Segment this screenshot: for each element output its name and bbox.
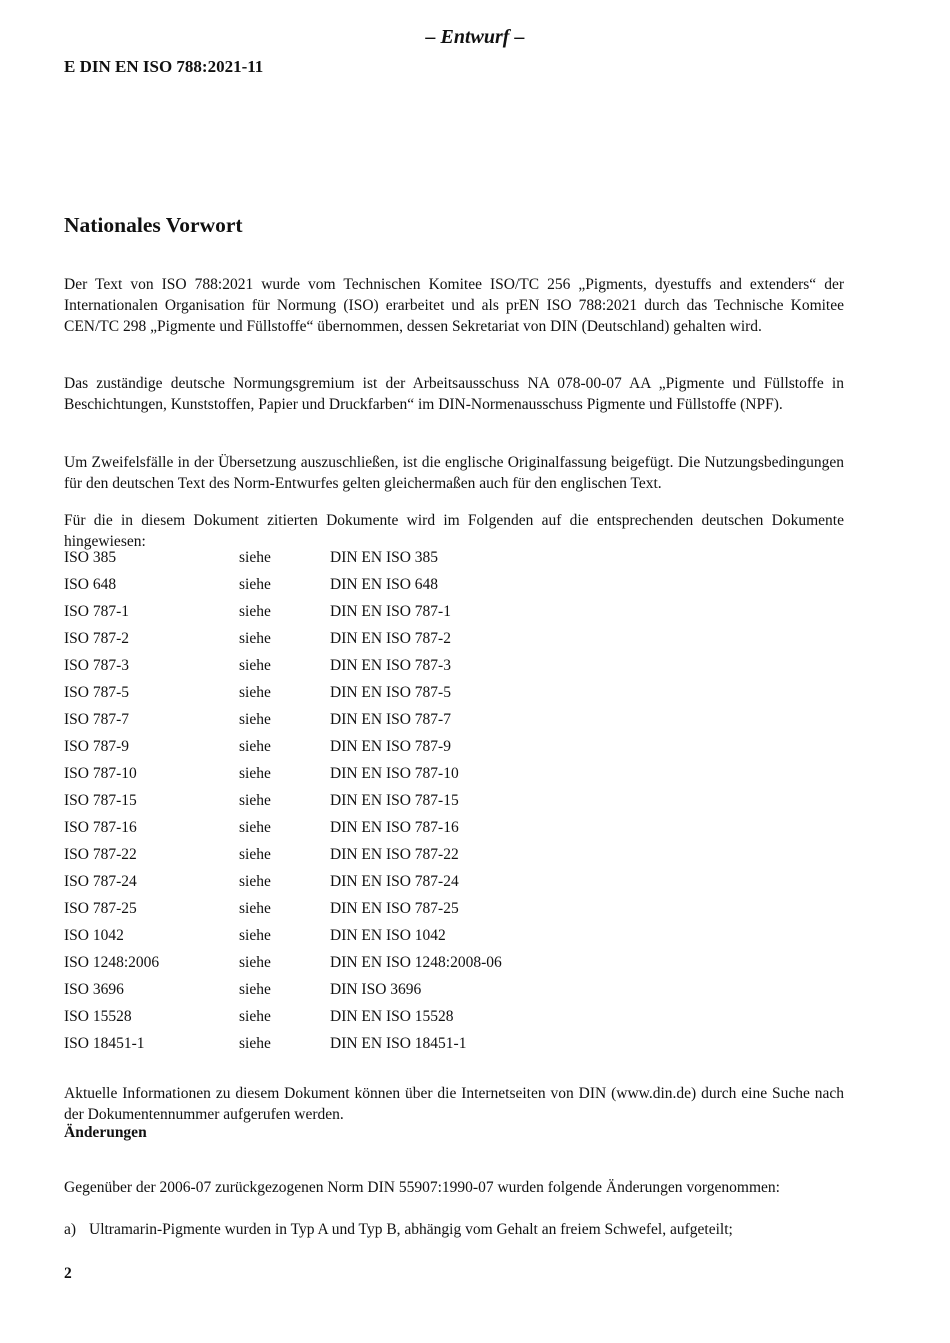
iso-reference: ISO 787-5 xyxy=(64,684,130,701)
table-row xyxy=(64,871,844,898)
reference-table xyxy=(64,547,844,1060)
table-row xyxy=(64,1033,844,1060)
page-number: 2 xyxy=(64,1265,72,1282)
paragraph-translation-note: Um Zweifelsfälle in der Übersetzung auszuschließen, ist die englische Originalfassung beigefügt. Die Nutzungsbedingungen für den deutschen Text des Norm-Entwurfes gelten gleichermaßen auch für den englischen Text. xyxy=(64,453,844,492)
iso-reference: ISO 787-16 xyxy=(64,819,137,836)
din-reference: DIN EN ISO 1248:2008-06 xyxy=(330,954,502,971)
siehe-label: siehe xyxy=(239,927,271,944)
change-list-item xyxy=(64,1219,844,1240)
iso-reference: ISO 15528 xyxy=(64,1008,132,1025)
changes-list xyxy=(64,1219,844,1240)
siehe-label: siehe xyxy=(239,819,271,836)
din-reference: DIN EN ISO 787-2 xyxy=(330,630,451,647)
paragraph-committee-origin: Der Text von ISO 788:2021 wurde vom Technischen Komitee ISO/TC 256 „Pigments, dyestuffs and extenders“ der Internationalen Organisation für Normung (ISO) erarbeitet und als prEN ISO 788:2021 durch das Technische Komitee CEN/TC 298 „Pigmente und Füllstoffe“ übernommen, dessen Sekretariat von DIN (Deutschland) gehalten wird. xyxy=(64,275,844,335)
siehe-label: siehe xyxy=(239,603,271,620)
table-row xyxy=(64,925,844,952)
table-row xyxy=(64,844,844,871)
din-reference: DIN EN ISO 787-9 xyxy=(330,738,451,755)
iso-reference: ISO 18451-1 xyxy=(64,1035,145,1052)
iso-reference: ISO 385 xyxy=(64,549,117,566)
din-reference: DIN EN ISO 385 xyxy=(330,549,439,566)
paragraph-changes-intro: Gegenüber der 2006-07 zurückgezogenen Norm DIN 55907:1990-07 wurden folgende Änderungen vorgenommen: xyxy=(64,1178,780,1196)
iso-reference: ISO 787-3 xyxy=(64,657,130,674)
iso-reference: ISO 787-1 xyxy=(64,603,130,620)
siehe-label: siehe xyxy=(239,1008,271,1025)
din-reference: DIN EN ISO 787-1 xyxy=(330,603,451,620)
iso-reference: ISO 648 xyxy=(64,576,117,593)
din-reference: DIN EN ISO 1042 xyxy=(330,927,446,944)
iso-reference: ISO 1042 xyxy=(64,927,124,944)
document-number: E DIN EN ISO 788:2021-11 xyxy=(64,57,264,76)
siehe-label: siehe xyxy=(239,711,271,728)
table-row xyxy=(64,952,844,979)
siehe-label: siehe xyxy=(239,981,271,998)
din-reference: DIN EN ISO 787-3 xyxy=(330,657,451,674)
iso-reference: ISO 3696 xyxy=(64,981,124,998)
table-row xyxy=(64,817,844,844)
table-row xyxy=(64,709,844,736)
siehe-label: siehe xyxy=(239,792,271,809)
iso-reference: ISO 1248:2006 xyxy=(64,954,160,971)
table-row xyxy=(64,1006,844,1033)
iso-reference: ISO 787-10 xyxy=(64,765,137,782)
din-reference: DIN EN ISO 648 xyxy=(330,576,439,593)
din-reference: DIN EN ISO 787-7 xyxy=(330,711,451,728)
iso-reference: ISO 787-24 xyxy=(64,873,137,890)
din-reference: DIN EN ISO 787-22 xyxy=(330,846,459,863)
changes-heading: Änderungen xyxy=(64,1124,147,1141)
table-row xyxy=(64,763,844,790)
paragraph-table-lead-in: Für die in diesem Dokument zitierten Dokumente wird im Folgenden auf die entsprechenden deutschen Dokumente hingewiesen: xyxy=(64,511,844,550)
iso-reference: ISO 787-15 xyxy=(64,792,137,809)
din-reference: DIN EN ISO 787-24 xyxy=(330,873,459,890)
list-item-text: Ultramarin-Pigmente wurden in Typ A und Typ B, abhängig vom Gehalt an freiem Schwefel, aufgeteilt; xyxy=(89,1221,733,1238)
siehe-label: siehe xyxy=(239,657,271,674)
siehe-label: siehe xyxy=(239,1035,271,1052)
din-reference: DIN EN ISO 787-16 xyxy=(330,819,459,836)
din-reference: DIN EN ISO 15528 xyxy=(330,1008,454,1025)
iso-reference: ISO 787-7 xyxy=(64,711,130,728)
table-row xyxy=(64,655,844,682)
siehe-label: siehe xyxy=(239,765,271,782)
siehe-label: siehe xyxy=(239,846,271,863)
iso-reference: ISO 787-2 xyxy=(64,630,130,647)
paragraph-national-committee: Das zuständige deutsche Normungsgremium ist der Arbeitsausschuss NA 078-00-07 AA „Pigmente und Füllstoffe in Beschichtungen, Kunststoffen, Papier und Druckfarben“ im DIN-Normenausschuss Pigmente und Füllstoffe (NPF). xyxy=(64,374,844,413)
table-row xyxy=(64,547,844,574)
siehe-label: siehe xyxy=(239,873,271,890)
table-row xyxy=(64,790,844,817)
din-reference: DIN ISO 3696 xyxy=(330,981,422,998)
draft-watermark-label: – Entwurf – xyxy=(425,26,525,48)
din-reference: DIN EN ISO 18451-1 xyxy=(330,1035,467,1052)
table-row xyxy=(64,601,844,628)
din-reference: DIN EN ISO 787-10 xyxy=(330,765,459,782)
table-row xyxy=(64,979,844,1006)
siehe-label: siehe xyxy=(239,576,271,593)
list-item-marker: a) xyxy=(64,1221,77,1238)
siehe-label: siehe xyxy=(239,954,271,971)
iso-reference: ISO 787-25 xyxy=(64,900,137,917)
siehe-label: siehe xyxy=(239,630,271,647)
siehe-label: siehe xyxy=(239,549,271,566)
din-reference: DIN EN ISO 787-5 xyxy=(330,684,451,701)
table-row xyxy=(64,898,844,925)
table-row xyxy=(64,682,844,709)
iso-reference: ISO 787-9 xyxy=(64,738,130,755)
table-row xyxy=(64,736,844,763)
siehe-label: siehe xyxy=(239,738,271,755)
table-row xyxy=(64,628,844,655)
iso-reference: ISO 787-22 xyxy=(64,846,137,863)
siehe-label: siehe xyxy=(239,684,271,701)
paragraph-din-info: Aktuelle Informationen zu diesem Dokument können über die Internetseiten von DIN (www.din.de) durch eine Suche nach der Dokumentennummer aufgerufen werden. xyxy=(64,1084,844,1123)
siehe-label: siehe xyxy=(239,900,271,917)
section-title: Nationales Vorwort xyxy=(64,213,243,237)
din-reference: DIN EN ISO 787-25 xyxy=(330,900,459,917)
table-row xyxy=(64,574,844,601)
din-reference: DIN EN ISO 787-15 xyxy=(330,792,459,809)
